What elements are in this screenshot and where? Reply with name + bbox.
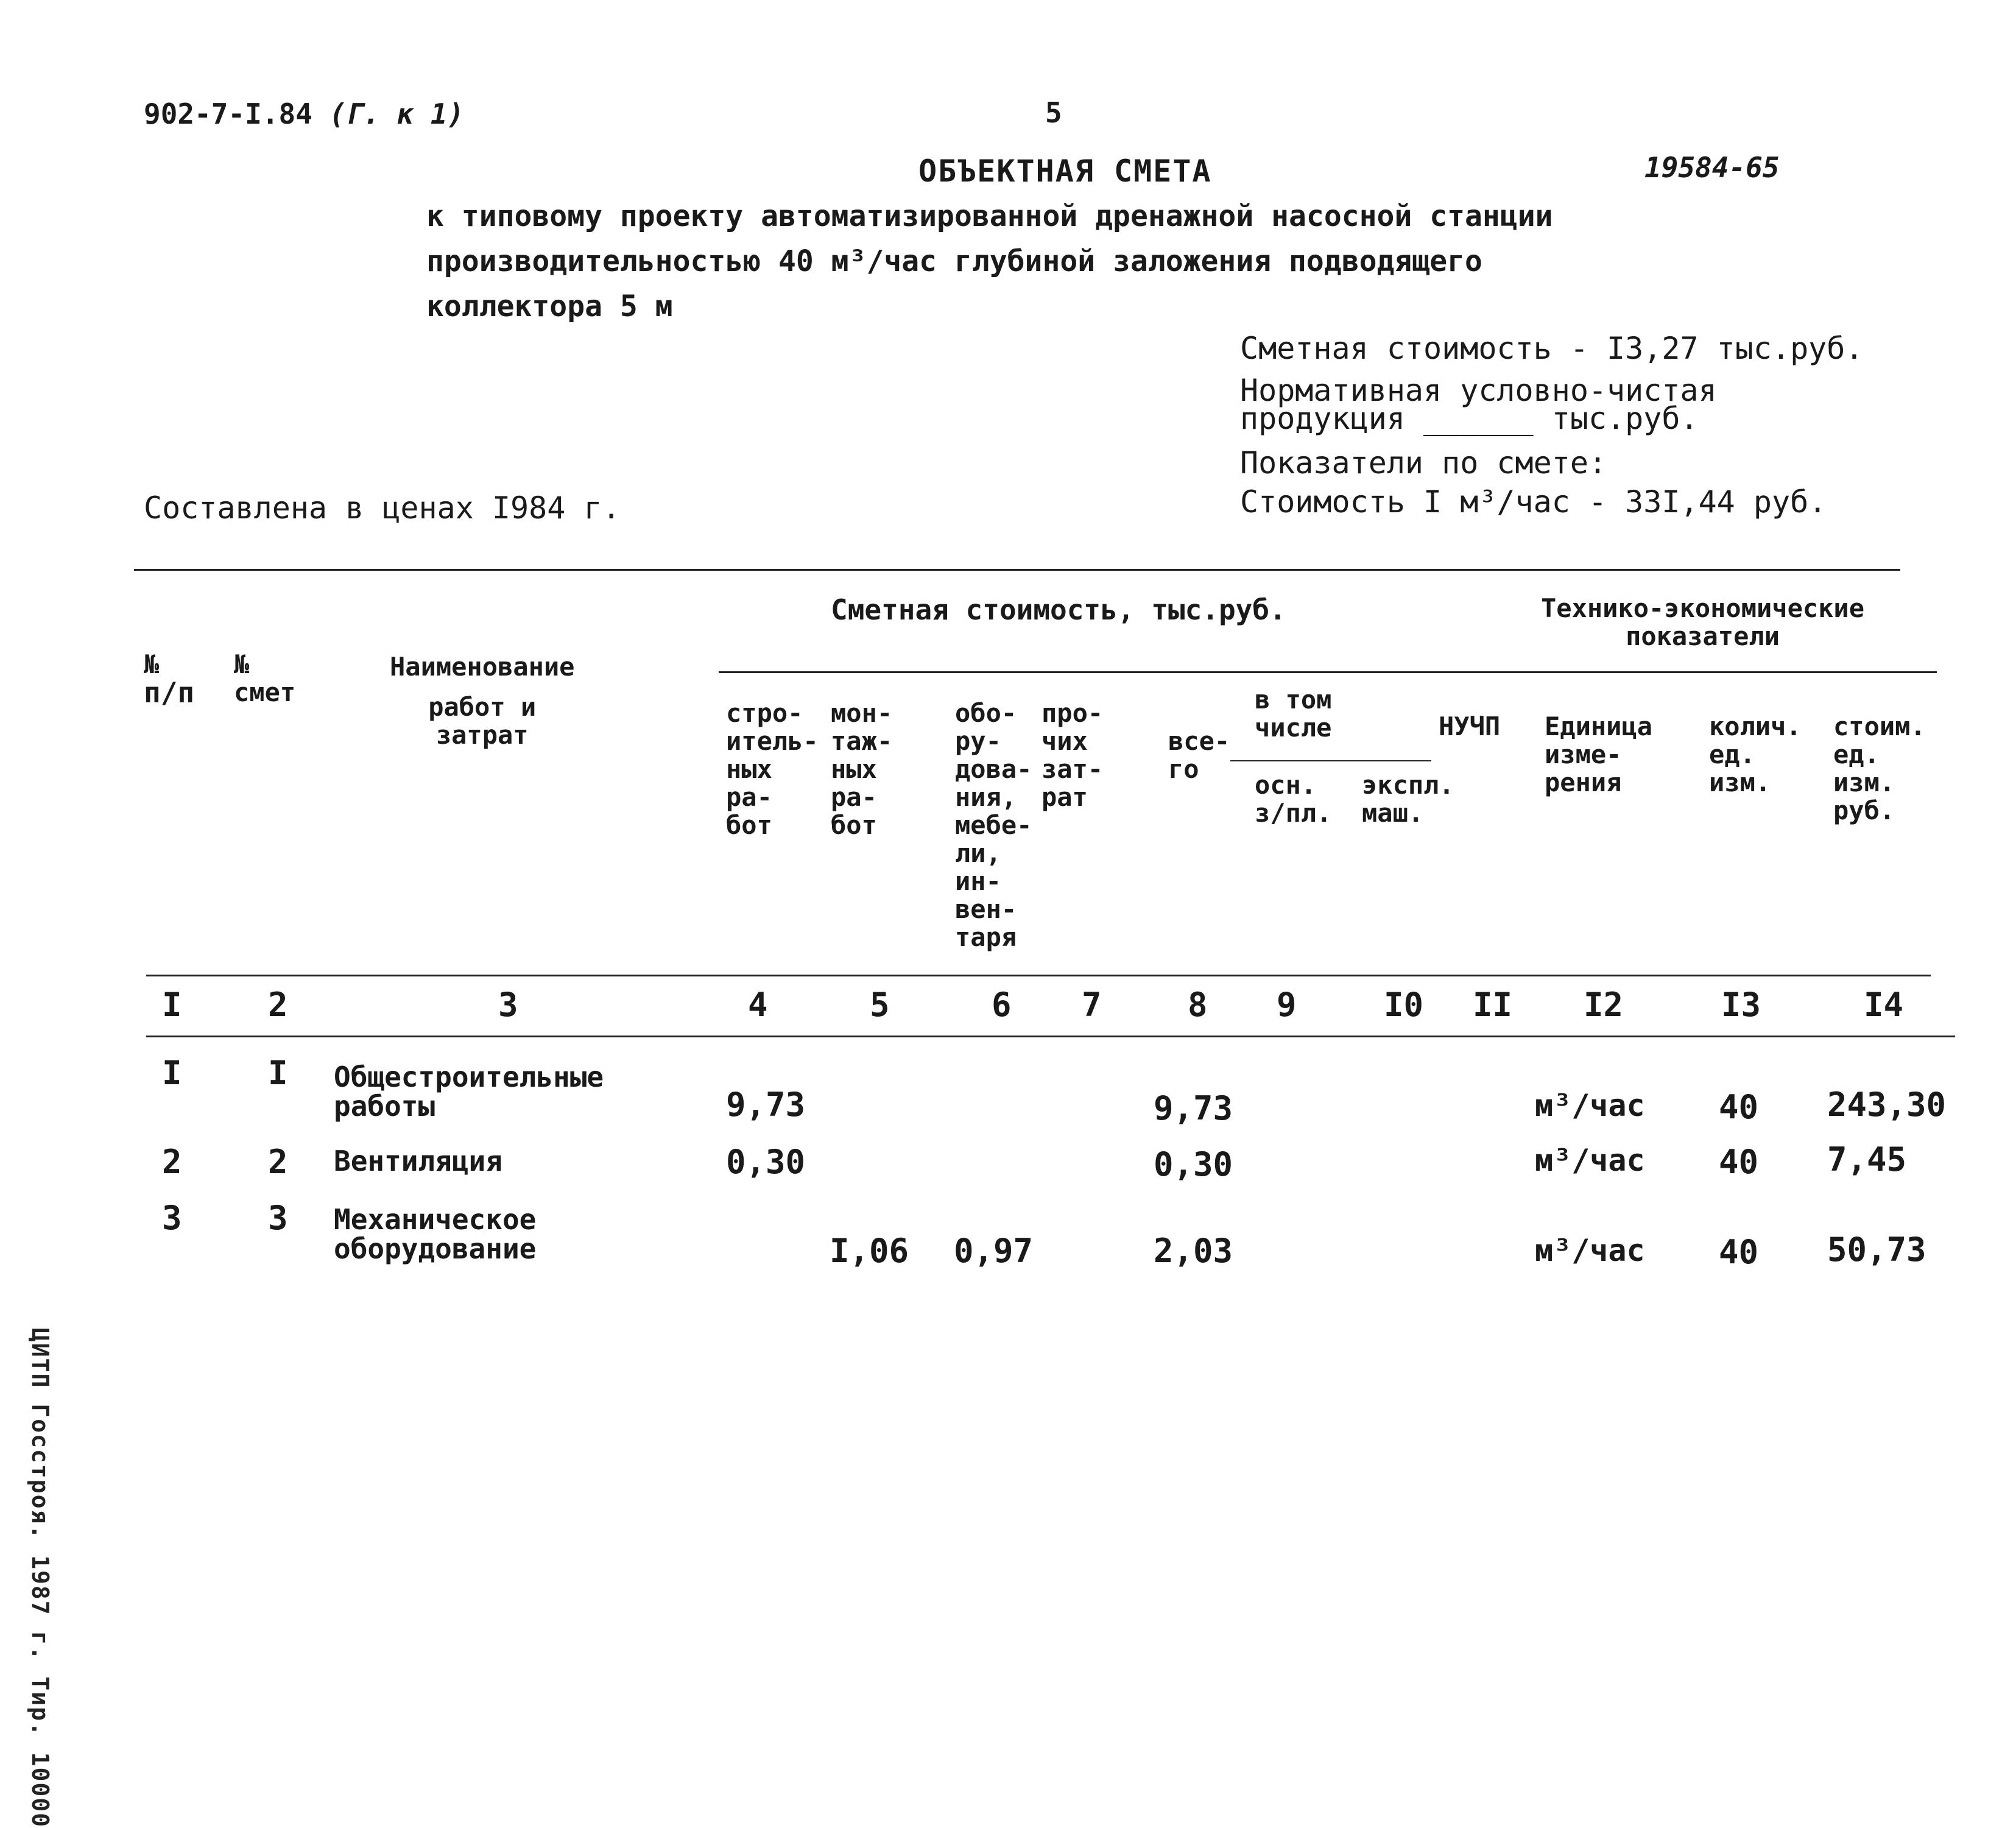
column-number: I3 (1721, 986, 1761, 1024)
header-row-number: № п/п (144, 649, 195, 709)
column-number: I0 (1384, 986, 1424, 1024)
album-reference: (Г. к 1) (329, 97, 465, 130)
normative-line-2: продукция ______ тыс.руб. (1240, 401, 1699, 436)
in-total-rule (1230, 760, 1431, 761)
total-cost: 9,73 (1154, 1089, 1233, 1128)
header-construction: стро- итель- ных ра- бот (726, 698, 819, 840)
unit: м³/час (1535, 1233, 1645, 1268)
row-number: I (162, 1054, 182, 1092)
column-number: 7 (1082, 986, 1102, 1024)
equipment-cost: 0,97 (954, 1232, 1034, 1270)
column-number: 4 (748, 986, 768, 1024)
column-number: 3 (498, 986, 518, 1024)
subtitle-line-2: производительностью 40 м³/час глубиной заложения подводящего (426, 244, 1482, 278)
estimate-number: 2 (268, 1143, 288, 1181)
quantity: 40 (1719, 1233, 1759, 1271)
margin-imprint: ЦИТП Госстроя. 1987 г. Тир. 10000 (27, 1328, 54, 1828)
table-top-rule (134, 569, 1900, 571)
construction-cost: 9,73 (726, 1085, 806, 1124)
header-in-total: в том числе (1255, 685, 1332, 743)
header-total: все- го (1168, 726, 1230, 784)
work-name: Вентиляция (334, 1145, 502, 1177)
subtitle-line-1: к типовому проекту автоматизированной дренажной насосной станции (426, 199, 1553, 233)
estimated-cost: Сметная стоимость - I3,27 тыс.руб. (1240, 331, 1864, 366)
page-number: 5 (1045, 96, 1062, 129)
column-number: 6 (992, 986, 1012, 1024)
column-number: 2 (268, 986, 288, 1024)
header-equipment: обо- ру- дова- ния, мебе- ли, ин- вен- таря (955, 698, 1032, 952)
summary-block (1240, 329, 1864, 521)
cost-group-rule (719, 671, 1523, 673)
total-cost: 0,30 (1154, 1145, 1233, 1184)
header-machines: экспл. маш. (1362, 770, 1454, 828)
row-number: 3 (162, 1199, 182, 1237)
header-unit-cost: стоим. ед. изм. руб. (1833, 711, 1926, 825)
column-number: 5 (870, 986, 890, 1024)
header-quantity: колич. ед. изм. (1709, 711, 1802, 797)
header-name: Наименование работ и затрат (390, 652, 575, 750)
quantity: 40 (1719, 1143, 1759, 1181)
header-unit: Единица изме- рения (1545, 711, 1653, 797)
header-nuchp: НУЧП (1439, 711, 1501, 741)
normative-line-1: Нормативная условно-чистая (1240, 373, 1717, 408)
indicators-label: Показатели по смете: (1240, 445, 1607, 481)
header-installation: мон- таж- ных ра- бот (831, 698, 893, 840)
column-number: I2 (1584, 986, 1624, 1024)
quantity: 40 (1719, 1088, 1759, 1126)
unit-cost: Стоимость I м³/час - 33I,44 руб. (1240, 484, 1827, 520)
column-number: I4 (1864, 986, 1904, 1024)
construction-cost: 0,30 (726, 1143, 806, 1181)
column-number: 8 (1188, 986, 1208, 1024)
work-name: Общестроительные работы (334, 1060, 604, 1123)
column-number: I (162, 986, 182, 1024)
header-bottom-rule (146, 975, 1931, 976)
document-title: ОБЪЕКТНАЯ СМЕТА (918, 154, 1212, 189)
header-wages: осн. з/пл. (1255, 770, 1332, 828)
installation-cost: I,06 (830, 1232, 909, 1270)
header-cost-group: Сметная стоимость, тыс.руб. (831, 593, 1286, 626)
row-number: 2 (162, 1143, 182, 1181)
unit-price: 7,45 (1827, 1140, 1907, 1179)
subtitle-line-3: коллектора 5 м (426, 289, 673, 323)
work-name: Механическое оборудование (334, 1203, 537, 1265)
prices-note: Составлена в ценах I984 г. (144, 490, 621, 526)
unit-price: 243,30 (1827, 1085, 1947, 1124)
column-numbers-rule (146, 1036, 1955, 1037)
unit: м³/час (1535, 1088, 1645, 1123)
unit-price: 50,73 (1827, 1230, 1926, 1269)
column-number: 9 (1277, 986, 1297, 1024)
estimate-number: I (268, 1054, 288, 1092)
header-estimate-number: № смет (234, 649, 296, 707)
column-number: II (1473, 986, 1513, 1024)
estimate-number: 3 (268, 1199, 288, 1237)
tech-group-rule (1523, 671, 1937, 673)
registration-number: 19584-65 (1644, 151, 1780, 184)
unit: м³/час (1535, 1143, 1645, 1178)
total-cost: 2,03 (1154, 1232, 1233, 1270)
header-other: про- чих зат- рат (1041, 698, 1104, 812)
header-tech-group: Технико-экономические показатели (1541, 593, 1865, 651)
document-code: 902-7-I.84 (144, 97, 312, 130)
